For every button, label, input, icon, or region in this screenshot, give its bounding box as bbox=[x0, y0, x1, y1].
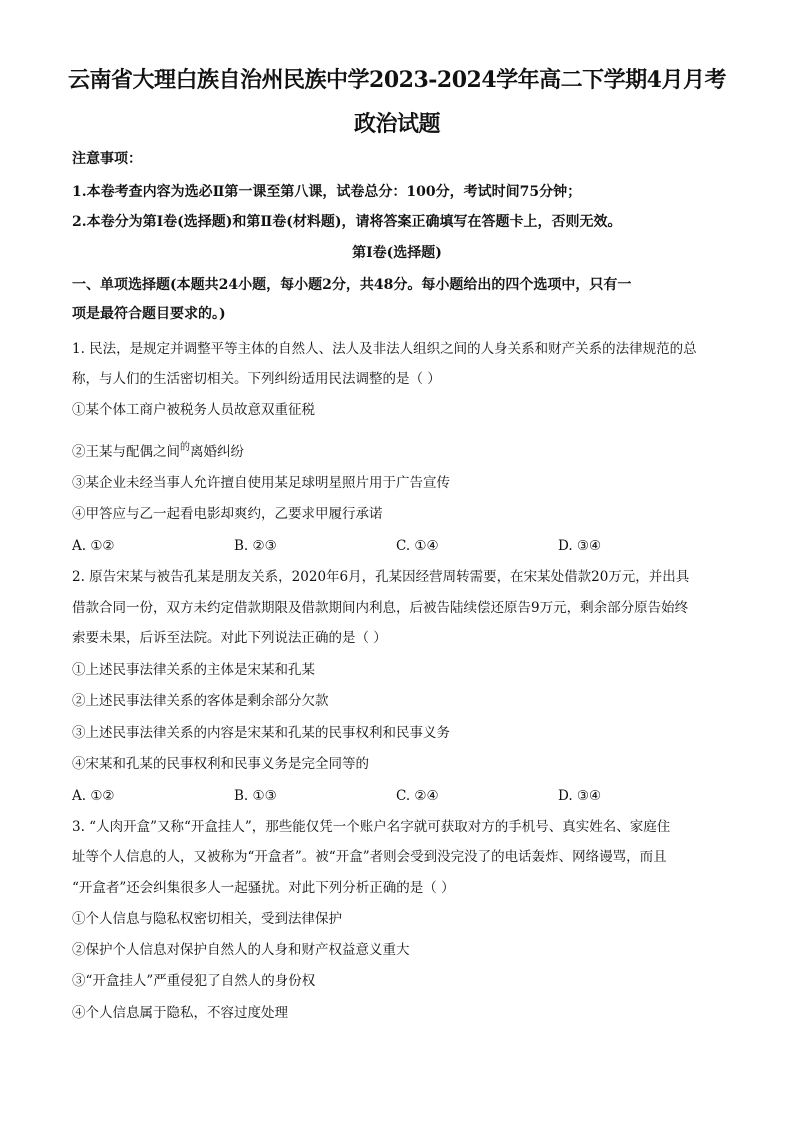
q2-option-b: B. ①③ bbox=[234, 788, 277, 804]
q2-item-2: ②上述民事法律关系的客体是剩余部分欠款 bbox=[72, 693, 329, 709]
q3-item-3: ③“开盒挂人”严重侵犯了自然人的身份权 bbox=[72, 973, 316, 989]
exam-title-line1: 云南省大理白族自治州民族中学2023-2024学年高二下学期4月月考 bbox=[68, 67, 726, 93]
q3-stem-line1: 3. “人肉开盒”又称“开盒挂人”，那些能仅凭一个账户名字就可获取对方的手机号、真实姓名、家庭住 bbox=[72, 819, 671, 835]
q1-item-2-text: ②王某与配偶之间 bbox=[72, 444, 180, 460]
part-instruction-line1: 一、单项选择题(本题共24小题，每小题2分，共48分。每小题给出的四个选项中，只有一 bbox=[72, 277, 632, 293]
notes-item-1: 1.本卷考查内容为选必Ⅱ第一课至第八课，试卷总分：100分，考试时间75分钟； bbox=[72, 184, 582, 200]
q2-option-d: D. ③④ bbox=[558, 788, 602, 804]
q3-stem-line2: 址等个人信息的人，又被称为“开盒者”。被“开盒”者则会受到没完没了的电话轰炸、网络谩骂，而且 bbox=[72, 849, 667, 865]
q1-item-4: ④甲答应与乙一起看电影却爽约，乙要求甲履行承诺 bbox=[72, 506, 383, 522]
notes-heading: 注意事项： bbox=[72, 151, 142, 167]
q1-item-2 bbox=[72, 439, 244, 461]
q3-stem-line3: “开盒者”还会纠集很多人一起骚扰。对此下列分析正确的是（ ） bbox=[72, 880, 455, 896]
q3-item-2: ②保护个人信息对保护自然人的人身和财产权益意义重大 bbox=[72, 942, 410, 958]
q2-option-a: A. ①② bbox=[72, 788, 115, 804]
q1-option-a: A. ①② bbox=[72, 538, 115, 554]
q3-item-4: ④个人信息属于隐私，不容过度处理 bbox=[72, 1005, 288, 1021]
q1-item-1: ①某个体工商户被税务人员故意双重征税 bbox=[72, 402, 315, 418]
q2-item-1: ①上述民事法律关系的主体是宋某和孔某 bbox=[72, 662, 315, 678]
q2-stem-line1: 2. 原告宋某与被告孔某是朋友关系，2020年6月，孔某因经营周转需要，在宋某处借款20万元，并出具 bbox=[72, 569, 690, 585]
part-instruction-line2: 项是最符合题目要求的。) bbox=[72, 306, 226, 322]
q1-option-d: D. ③④ bbox=[558, 538, 602, 554]
q2-item-4: ④宋某和孔某的民事权利和民事义务是完全同等的 bbox=[72, 756, 369, 772]
q1-item-2-sup: 的 bbox=[180, 442, 190, 453]
q2-stem-line3: 索要未果，后诉至法院。对此下列说法正确的是（ ） bbox=[72, 630, 387, 646]
q1-item-3: ③某企业未经当事人允许擅自使用某足球明星照片用于广告宣传 bbox=[72, 475, 450, 491]
q1-stem-line1: 1. 民法，是规定并调整平等主体的自然人、法人及非法人组织之间的人身关系和财产关系的法律规范的总 bbox=[72, 341, 697, 357]
section-title: 第Ⅰ卷(选择题) bbox=[352, 245, 442, 261]
exam-title-line2: 政治试题 bbox=[353, 111, 440, 137]
q1-item-2-tail: 离婚纠纷 bbox=[190, 444, 244, 460]
q3-item-1: ①个人信息与隐私权密切相关，受到法律保护 bbox=[72, 911, 342, 927]
q2-option-c: C. ②④ bbox=[396, 788, 439, 804]
notes-item-2: 2.本卷分为第Ⅰ卷(选择题)和第Ⅱ卷(材料题)，请将答案正确填写在答题卡上，否则无效。 bbox=[72, 214, 622, 230]
q1-option-c: C. ①④ bbox=[396, 538, 439, 554]
q1-stem-line2: 称，与人们的生活密切相关。下列纠纷适用民法调整的是（ ） bbox=[72, 371, 441, 387]
q2-item-3: ③上述民事法律关系的内容是宋某和孔某的民事权利和民事义务 bbox=[72, 725, 450, 741]
q1-option-b: B. ②③ bbox=[234, 538, 277, 554]
q2-stem-line2: 借款合同一份，双方未约定借款期限及借款期间内利息，后被告陆续偿还原告9万元，剩余部分原告始终 bbox=[72, 600, 689, 616]
